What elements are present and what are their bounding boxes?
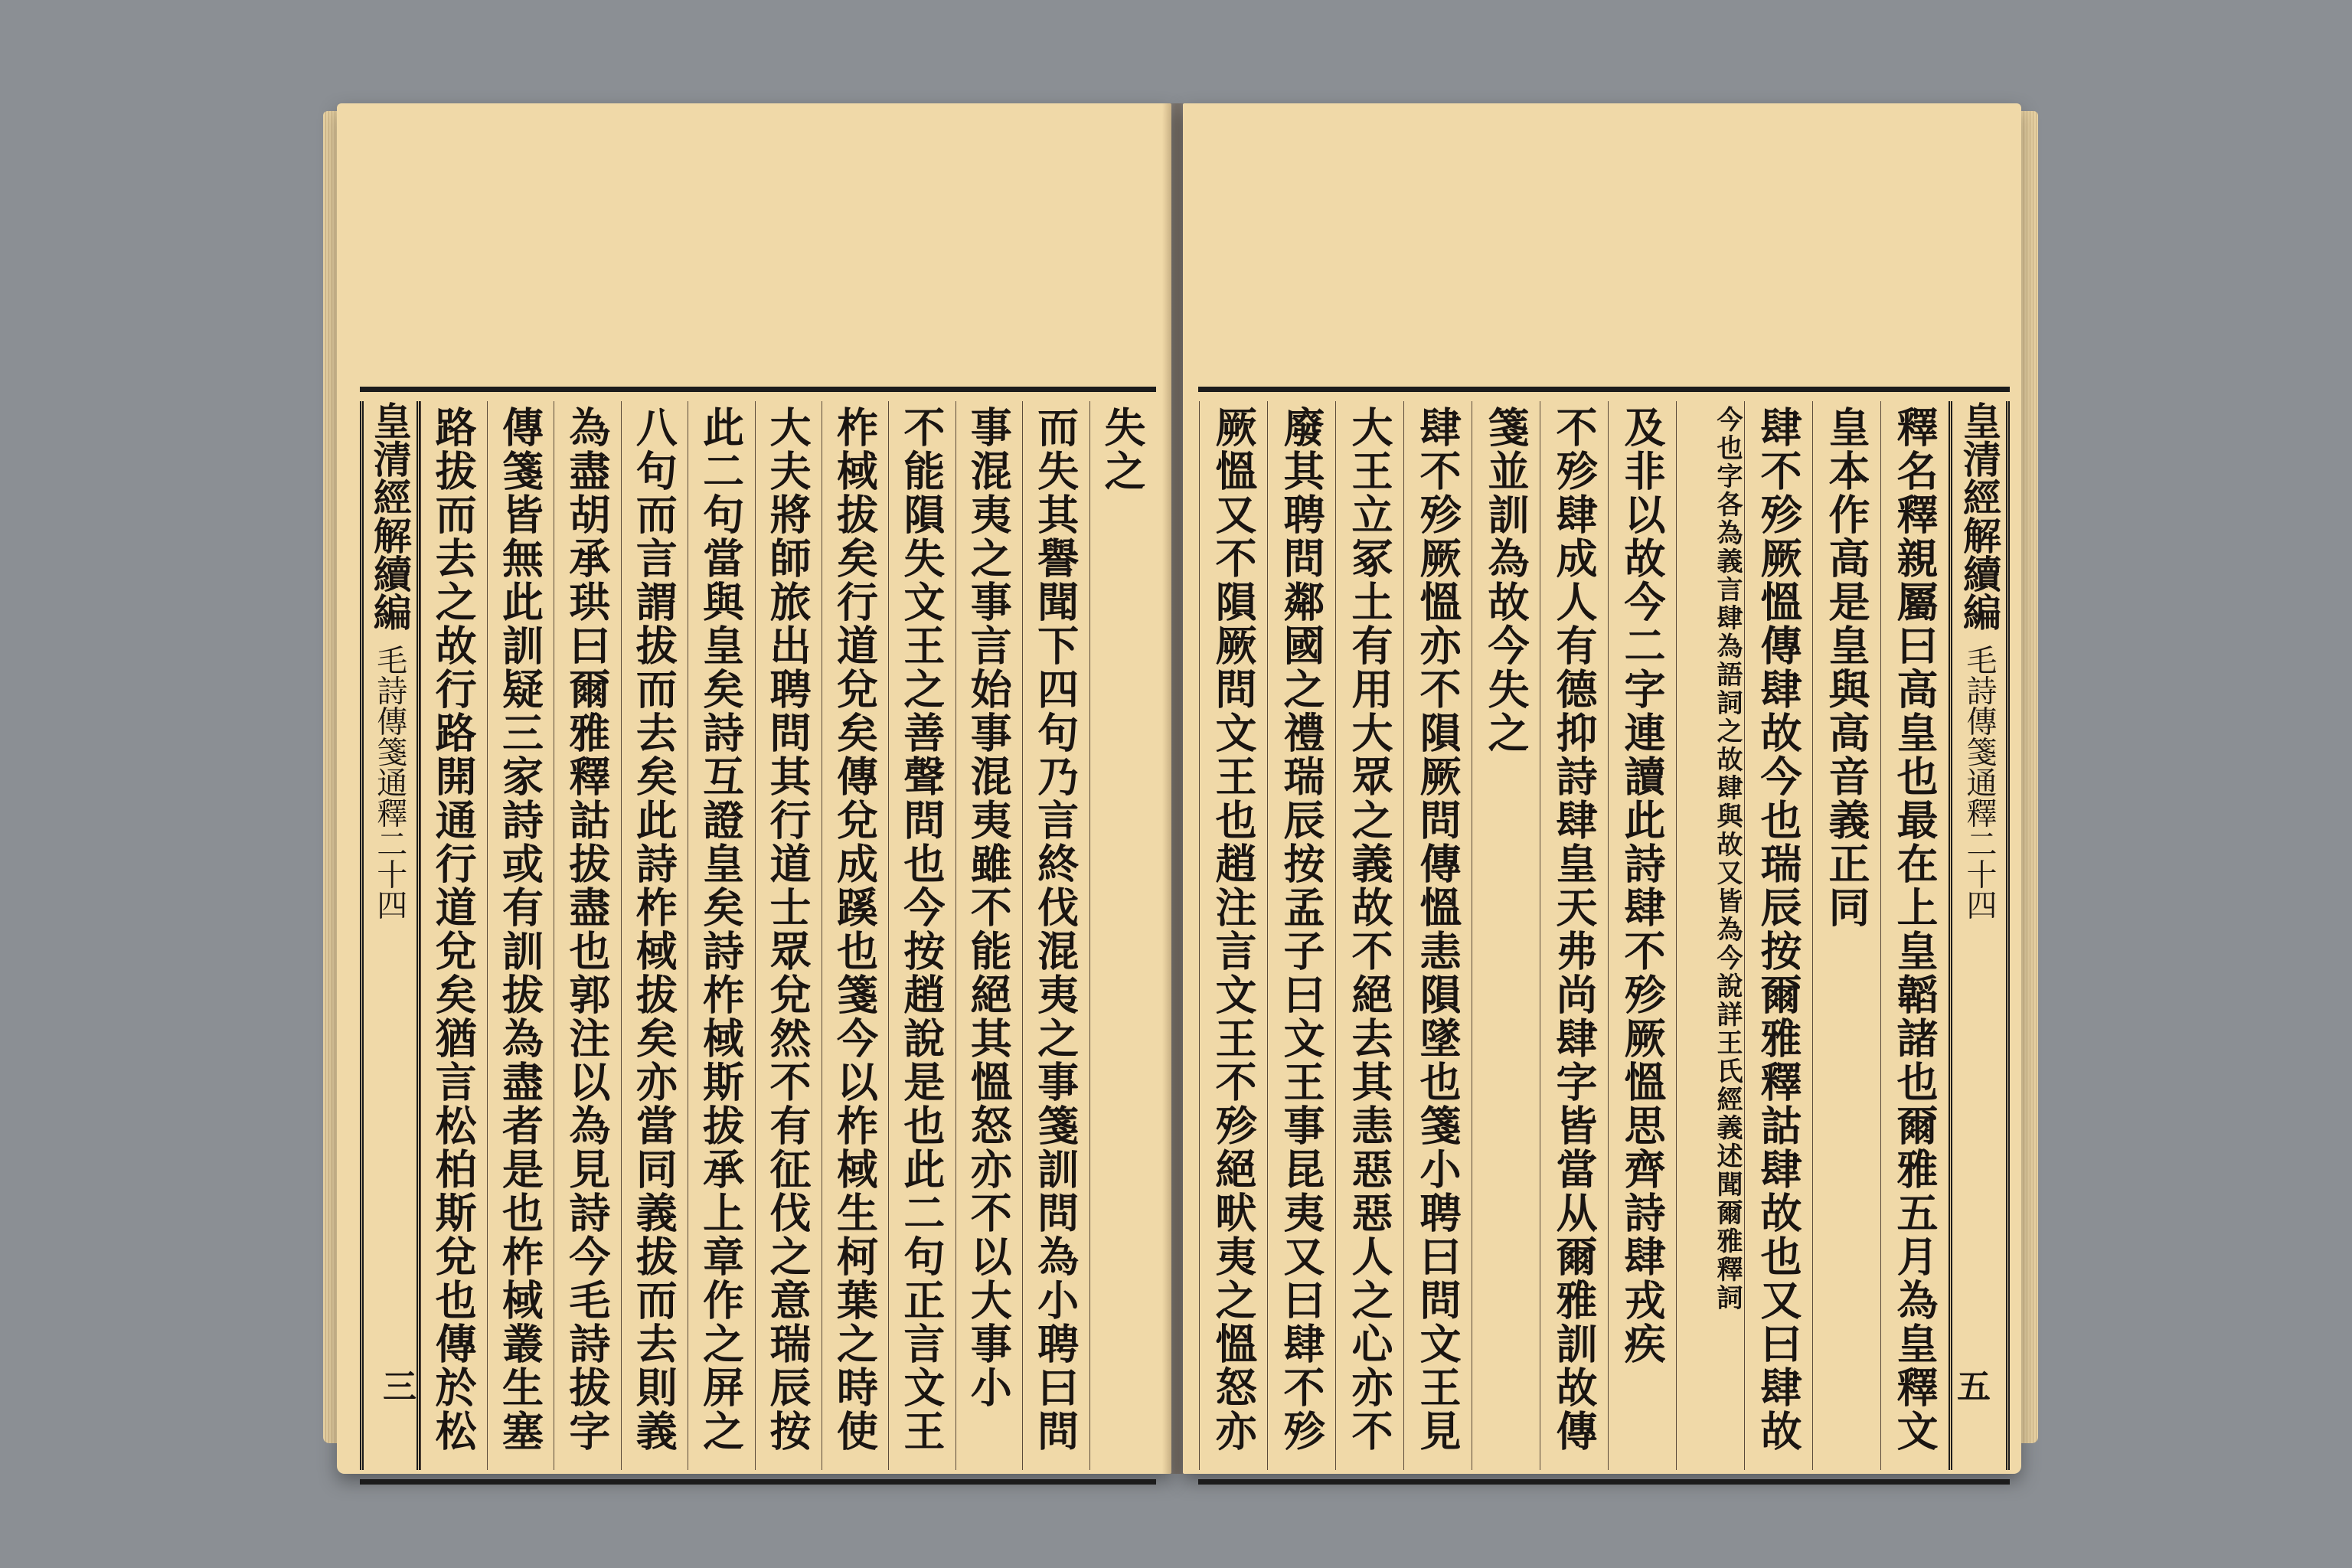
text-column: 而失其譽聞下四句乃言終伐混夷之事箋訓問為小聘曰問	[1022, 401, 1089, 1470]
text-column: 大夫將師旅出聘問其行道士眾兌然不有征伐之意瑞辰按	[755, 401, 822, 1470]
text-column: 肆不殄厥慍亦不隕厥問傳慍恚隕墜也箋小聘曰問文王見	[1403, 401, 1472, 1470]
text-column: 路拔而去之故行路開通行道兌矣猶言松柏斯兌也傳於松	[420, 401, 487, 1470]
left-page-columns	[360, 401, 1156, 1470]
text-column: 為盡胡承珙曰爾雅釋詁拔盡也郭注以為見詩今毛詩拔字	[554, 401, 620, 1470]
text-column: 廢其聘問鄰國之禮瑞辰按孟子曰文王事昆夷又曰肆不殄	[1267, 401, 1335, 1470]
left-page	[337, 103, 1171, 1474]
text-column: 不殄肆成人有德抑詩肆皇天弗尚肆字皆當从爾雅訓故傳	[1540, 401, 1608, 1470]
open-book	[337, 88, 2021, 1489]
book-title: 皇清經解續編	[367, 401, 413, 631]
text-column: 柞棫拔矣行道兌矣傳兌成蹊也箋今以柞棫生柯葉之時使	[822, 401, 888, 1470]
right-page	[1183, 103, 2021, 1474]
text-column: 失之	[1089, 401, 1156, 1470]
text-column: 八句而言謂拔而去矣此詩柞棫拔矣亦當同義拔而去則義	[621, 401, 688, 1470]
right-page-text-frame	[1198, 387, 2010, 1485]
right-page-columns	[1198, 401, 2010, 1470]
text-column: 釋名釋親屬曰高皇也最在上皇韜諸也爾雅五月為皇釋文	[1880, 401, 1949, 1470]
text-column: 箋並訓為故今失之	[1472, 401, 1540, 1470]
chapter-title: 毛詩傳箋通釋二十四	[371, 644, 407, 920]
leaf-number: 三	[383, 1367, 416, 1406]
text-column-with-note: 今也字各為義言肆為語詞之故肆與故又皆為今說詳王氏經義述聞爾雅釋詞	[1676, 401, 1744, 1470]
leaf-number: 五	[1957, 1367, 1991, 1406]
text-column: 傳箋皆無此訓疑三家詩或有訓拔為盡者是也柞棫叢生塞	[487, 401, 554, 1470]
chapter-title: 毛詩傳箋通釋二十四	[1962, 644, 1997, 920]
text-column: 肆不殄厥慍傳肆故今也瑞辰按爾雅釋詁肆故也又曰肆故	[1744, 401, 1812, 1470]
text-column: 皇本作高是皇與高音義正同	[1812, 401, 1880, 1470]
left-page-text-frame	[360, 387, 1156, 1485]
text-column: 厥慍又不隕厥問文王也趙注言文王不殄絕畎夷之慍怒亦	[1199, 401, 1267, 1470]
right-page-margin	[1949, 401, 2010, 1470]
text-column: 不能隕失文王之善聲問也今按趙說是也此二句正言文王	[888, 401, 955, 1470]
text-column: 此二句當與皇矣詩互證皇矣詩柞棫斯拔承上章作之屏之	[688, 401, 754, 1470]
text-column: 事混夷之事言始事混夷雖不能絕其慍怒亦不以大事小	[956, 401, 1022, 1470]
text-column: 及非以故今二字連讀此詩肆不殄厥慍思齊詩肆戎疾	[1608, 401, 1676, 1470]
left-page-margin	[360, 401, 420, 1470]
book-title: 皇清經解續編	[1957, 401, 2002, 631]
text-column: 大王立冢土有用大眾之義故不絕去其恚惡惡人之心亦不	[1335, 401, 1403, 1470]
